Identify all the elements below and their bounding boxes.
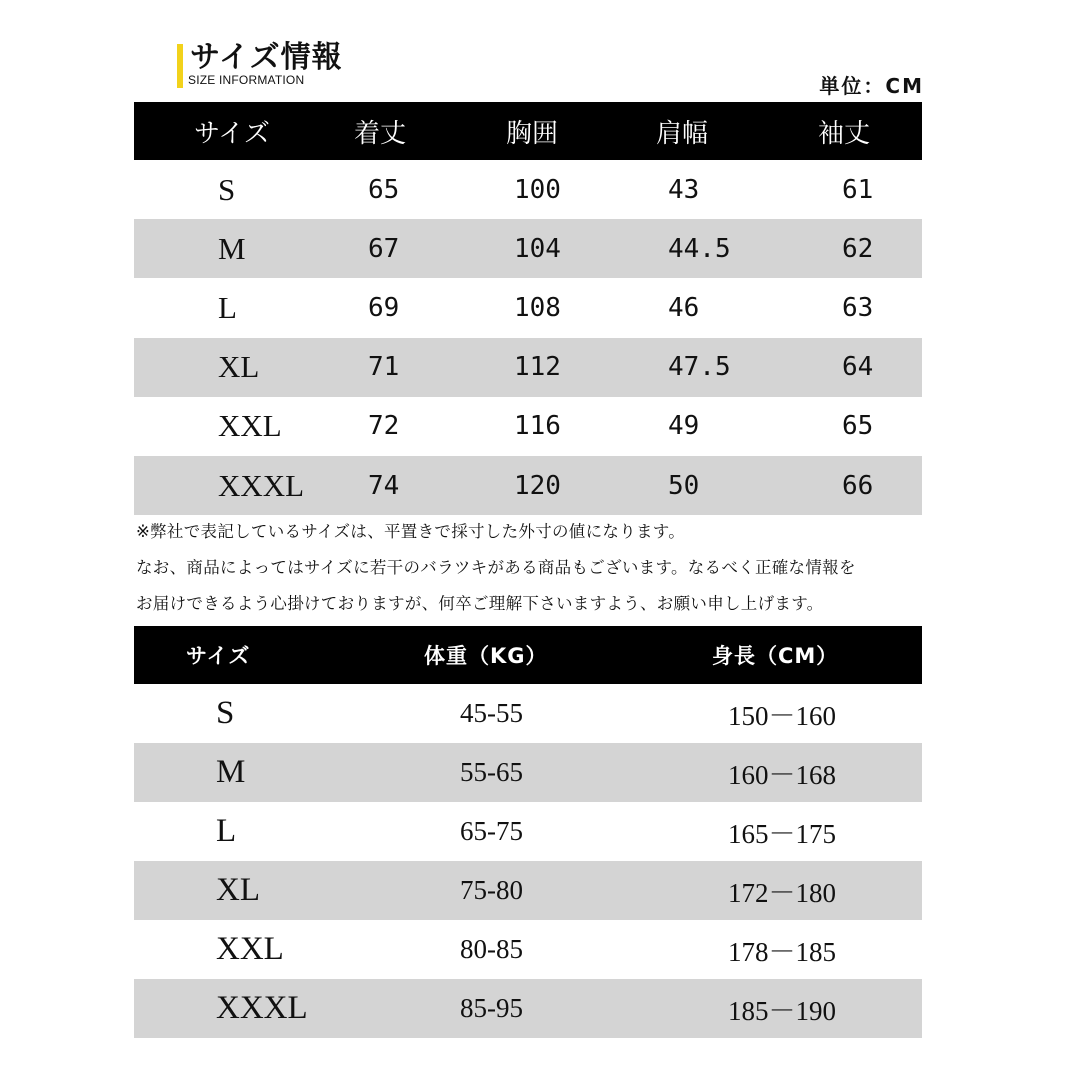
size-cell: M — [216, 754, 246, 790]
shoulder-cell: 50 — [668, 470, 700, 501]
size-cell: M — [218, 230, 246, 266]
sleeve-cell: 63 — [842, 292, 874, 323]
chest-cell: 100 — [514, 174, 561, 205]
chest-cell: 120 — [514, 470, 561, 501]
page-title: サイズ情報 — [190, 40, 343, 75]
table-row — [134, 397, 922, 456]
shoulder-cell: 49 — [668, 411, 700, 442]
column-header-length: 着丈 — [354, 118, 407, 149]
size-cell: XXXL — [216, 990, 308, 1026]
table-row — [134, 338, 922, 397]
weight-cell: 85-95 — [460, 993, 523, 1023]
table-row — [134, 979, 922, 1038]
column-header-sleeve: 袖丈 — [818, 118, 871, 149]
size-cell: XXL — [218, 408, 282, 444]
column-header-weight: 体重（KG） — [424, 644, 548, 668]
size-notes — [136, 514, 936, 622]
table-header-row — [134, 626, 922, 684]
note-line: お届けできるよう心掛けておりますが、何卒ご理解下さいますよう、お願い申し上げます。 — [136, 594, 824, 613]
column-header-size: サイズ — [186, 644, 251, 668]
weight-cell: 80-85 — [460, 934, 523, 964]
page-subtitle: SIZE INFORMATION — [188, 73, 305, 87]
length-cell: 71 — [368, 352, 400, 383]
length-cell: 72 — [368, 411, 400, 442]
height-cell: 160－168 — [728, 760, 836, 790]
table-row — [134, 802, 922, 861]
shoulder-cell: 44.5 — [668, 233, 731, 264]
title-accent-bar — [177, 44, 183, 88]
weight-cell: 55-65 — [460, 757, 523, 787]
table-row — [134, 456, 922, 515]
unit-label: 単位：CM — [819, 74, 924, 98]
size-cell: S — [218, 171, 236, 207]
height-cell: 172－180 — [728, 878, 836, 908]
sleeve-cell: 65 — [842, 411, 874, 442]
chest-cell: 104 — [514, 233, 561, 264]
table-row — [134, 160, 922, 219]
note-line: ※弊社で表記しているサイズは、平置きで採寸した外寸の値になります。 — [136, 522, 686, 541]
shoulder-cell: 47.5 — [668, 352, 731, 383]
size-cell: L — [218, 289, 237, 325]
table-row — [134, 743, 922, 802]
sleeve-cell: 62 — [842, 233, 874, 264]
size-cell: XXXL — [218, 467, 305, 503]
column-header-chest: 胸囲 — [506, 118, 559, 149]
height-cell: 178－185 — [728, 937, 836, 967]
garment-size-table — [134, 102, 922, 515]
chest-cell: 108 — [514, 292, 561, 323]
table-row — [134, 861, 922, 920]
chest-cell: 112 — [514, 352, 561, 383]
column-header-size: サイズ — [194, 118, 270, 149]
weight-cell: 65-75 — [460, 816, 523, 846]
note-line: なお、商品によってはサイズに若干のバラツキがある商品もございます。なるべく正確な情報を — [136, 558, 856, 577]
table-row — [134, 219, 922, 278]
length-cell: 67 — [368, 233, 400, 264]
column-header-shoulder: 肩幅 — [656, 118, 709, 149]
size-cell: XL — [216, 872, 260, 908]
size-cell: L — [216, 813, 237, 849]
table-row — [134, 684, 922, 743]
weight-cell: 45-55 — [460, 698, 523, 728]
table-header-row — [134, 102, 922, 160]
shoulder-cell: 43 — [668, 174, 700, 205]
column-header-height: 身長（CM） — [712, 644, 839, 668]
height-cell: 165－175 — [728, 819, 836, 849]
chest-cell: 116 — [514, 411, 561, 442]
size-cell: XL — [218, 349, 260, 385]
table-row — [134, 920, 922, 979]
length-cell: 74 — [368, 470, 400, 501]
sleeve-cell: 64 — [842, 352, 874, 383]
weight-cell: 75-80 — [460, 875, 523, 905]
size-cell: S — [216, 695, 235, 731]
sleeve-cell: 66 — [842, 470, 874, 501]
height-cell: 150－160 — [728, 701, 836, 731]
sleeve-cell: 61 — [842, 174, 874, 205]
length-cell: 69 — [368, 292, 400, 323]
table-row — [134, 278, 922, 337]
size-cell: XXL — [216, 931, 284, 967]
body-size-table — [134, 626, 922, 1038]
length-cell: 65 — [368, 174, 400, 205]
height-cell: 185－190 — [728, 996, 836, 1026]
shoulder-cell: 46 — [668, 292, 700, 323]
